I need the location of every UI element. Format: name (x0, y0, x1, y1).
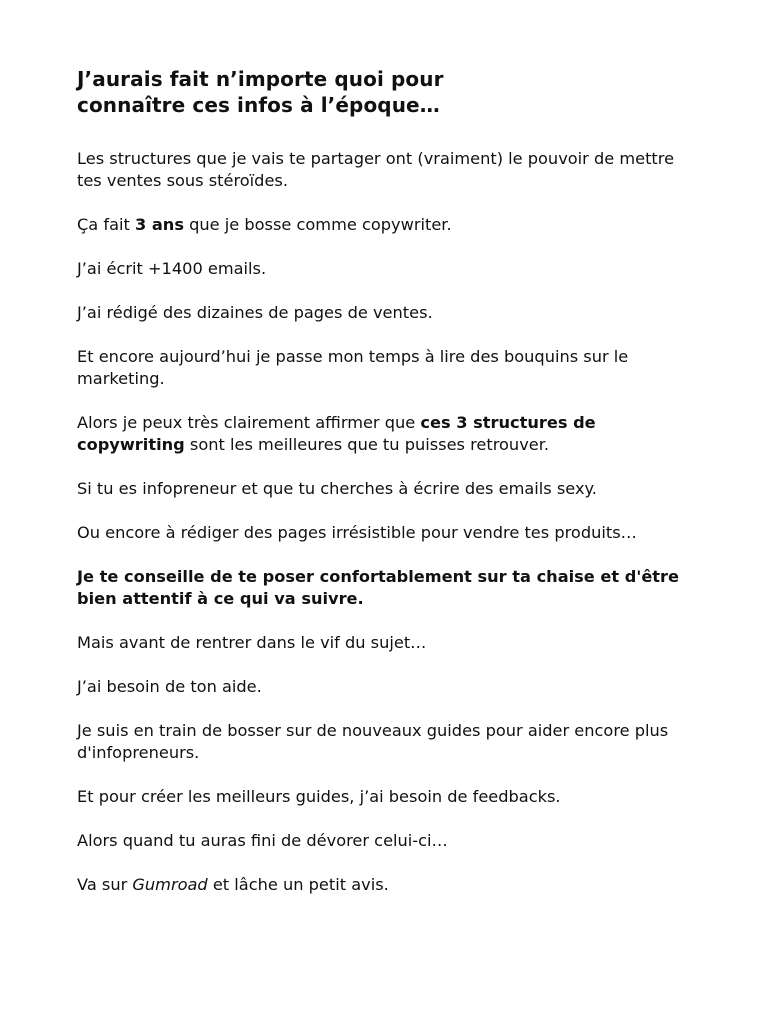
structures-highlight: ces 3 structures de copywriting (77, 413, 596, 454)
title-line-1: J’aurais fait n’importe quoi pour (77, 67, 444, 91)
paragraph-gumroad-text-start: Va sur (77, 875, 133, 894)
paragraph-new-guides: Je suis en train de bosser sur de nouveaux guides pour aider encore plus d'infopreneurs. (77, 721, 669, 762)
paragraph-best-structures-text-start: Alors je peux très clairement affirmer que (77, 413, 421, 432)
paragraph-before-subject: Mais avant de rentrer dans le vif du sujet… (77, 633, 427, 652)
paragraph-best-structures-text-end: sont les meilleures que tu puisses retrouver. (184, 435, 550, 454)
paragraph-gumroad-text-end: et lâche un petit avis. (207, 875, 389, 894)
paragraph-best-structures (77, 412, 696, 456)
paragraph-experience-text-start: Ça fait (77, 215, 135, 234)
paragraph-sales-pages-products: Ou encore à rédiger des pages irrésistible pour vendre tes produits… (77, 523, 637, 542)
paragraph-after-reading: Alors quand tu auras fini de dévorer celui-ci… (77, 831, 448, 850)
paragraph-gumroad-review (77, 874, 696, 896)
paragraph-emails-count: J’ai écrit +1400 emails. (77, 259, 267, 278)
paragraph-experience-text-end: que je bosse comme copywriter. (183, 215, 452, 234)
paragraph-infopreneur-emails: Si tu es infopreneur et que tu cherches à écrire des emails sexy. (77, 479, 597, 498)
gumroad-name: Gumroad (132, 875, 208, 894)
experience-years-highlight: 3 ans (134, 215, 184, 234)
paragraph-get-comfortable: Je te conseille de te poser confortablement sur ta chaise et d'être bien attentif à ce qui va suivre. (77, 567, 679, 608)
document-title (77, 66, 696, 118)
paragraph-structures: Les structures que je vais te partager ont (vraiment) le pouvoir de mettre tes ventes sous stéroïdes. (77, 149, 675, 190)
paragraph-marketing-books: Et encore aujourd’hui je passe mon temps à lire des bouquins sur le marketing. (77, 347, 629, 388)
paragraph-need-help: J’ai besoin de ton aide. (77, 677, 262, 696)
paragraph-sales-pages: J’ai rédigé des dizaines de pages de ventes. (77, 303, 433, 322)
paragraph-experience (77, 214, 696, 236)
title-line-2: connaître ces infos à l’époque… (77, 93, 440, 117)
paragraph-feedbacks: Et pour créer les meilleurs guides, j’ai besoin de feedbacks. (77, 787, 561, 806)
